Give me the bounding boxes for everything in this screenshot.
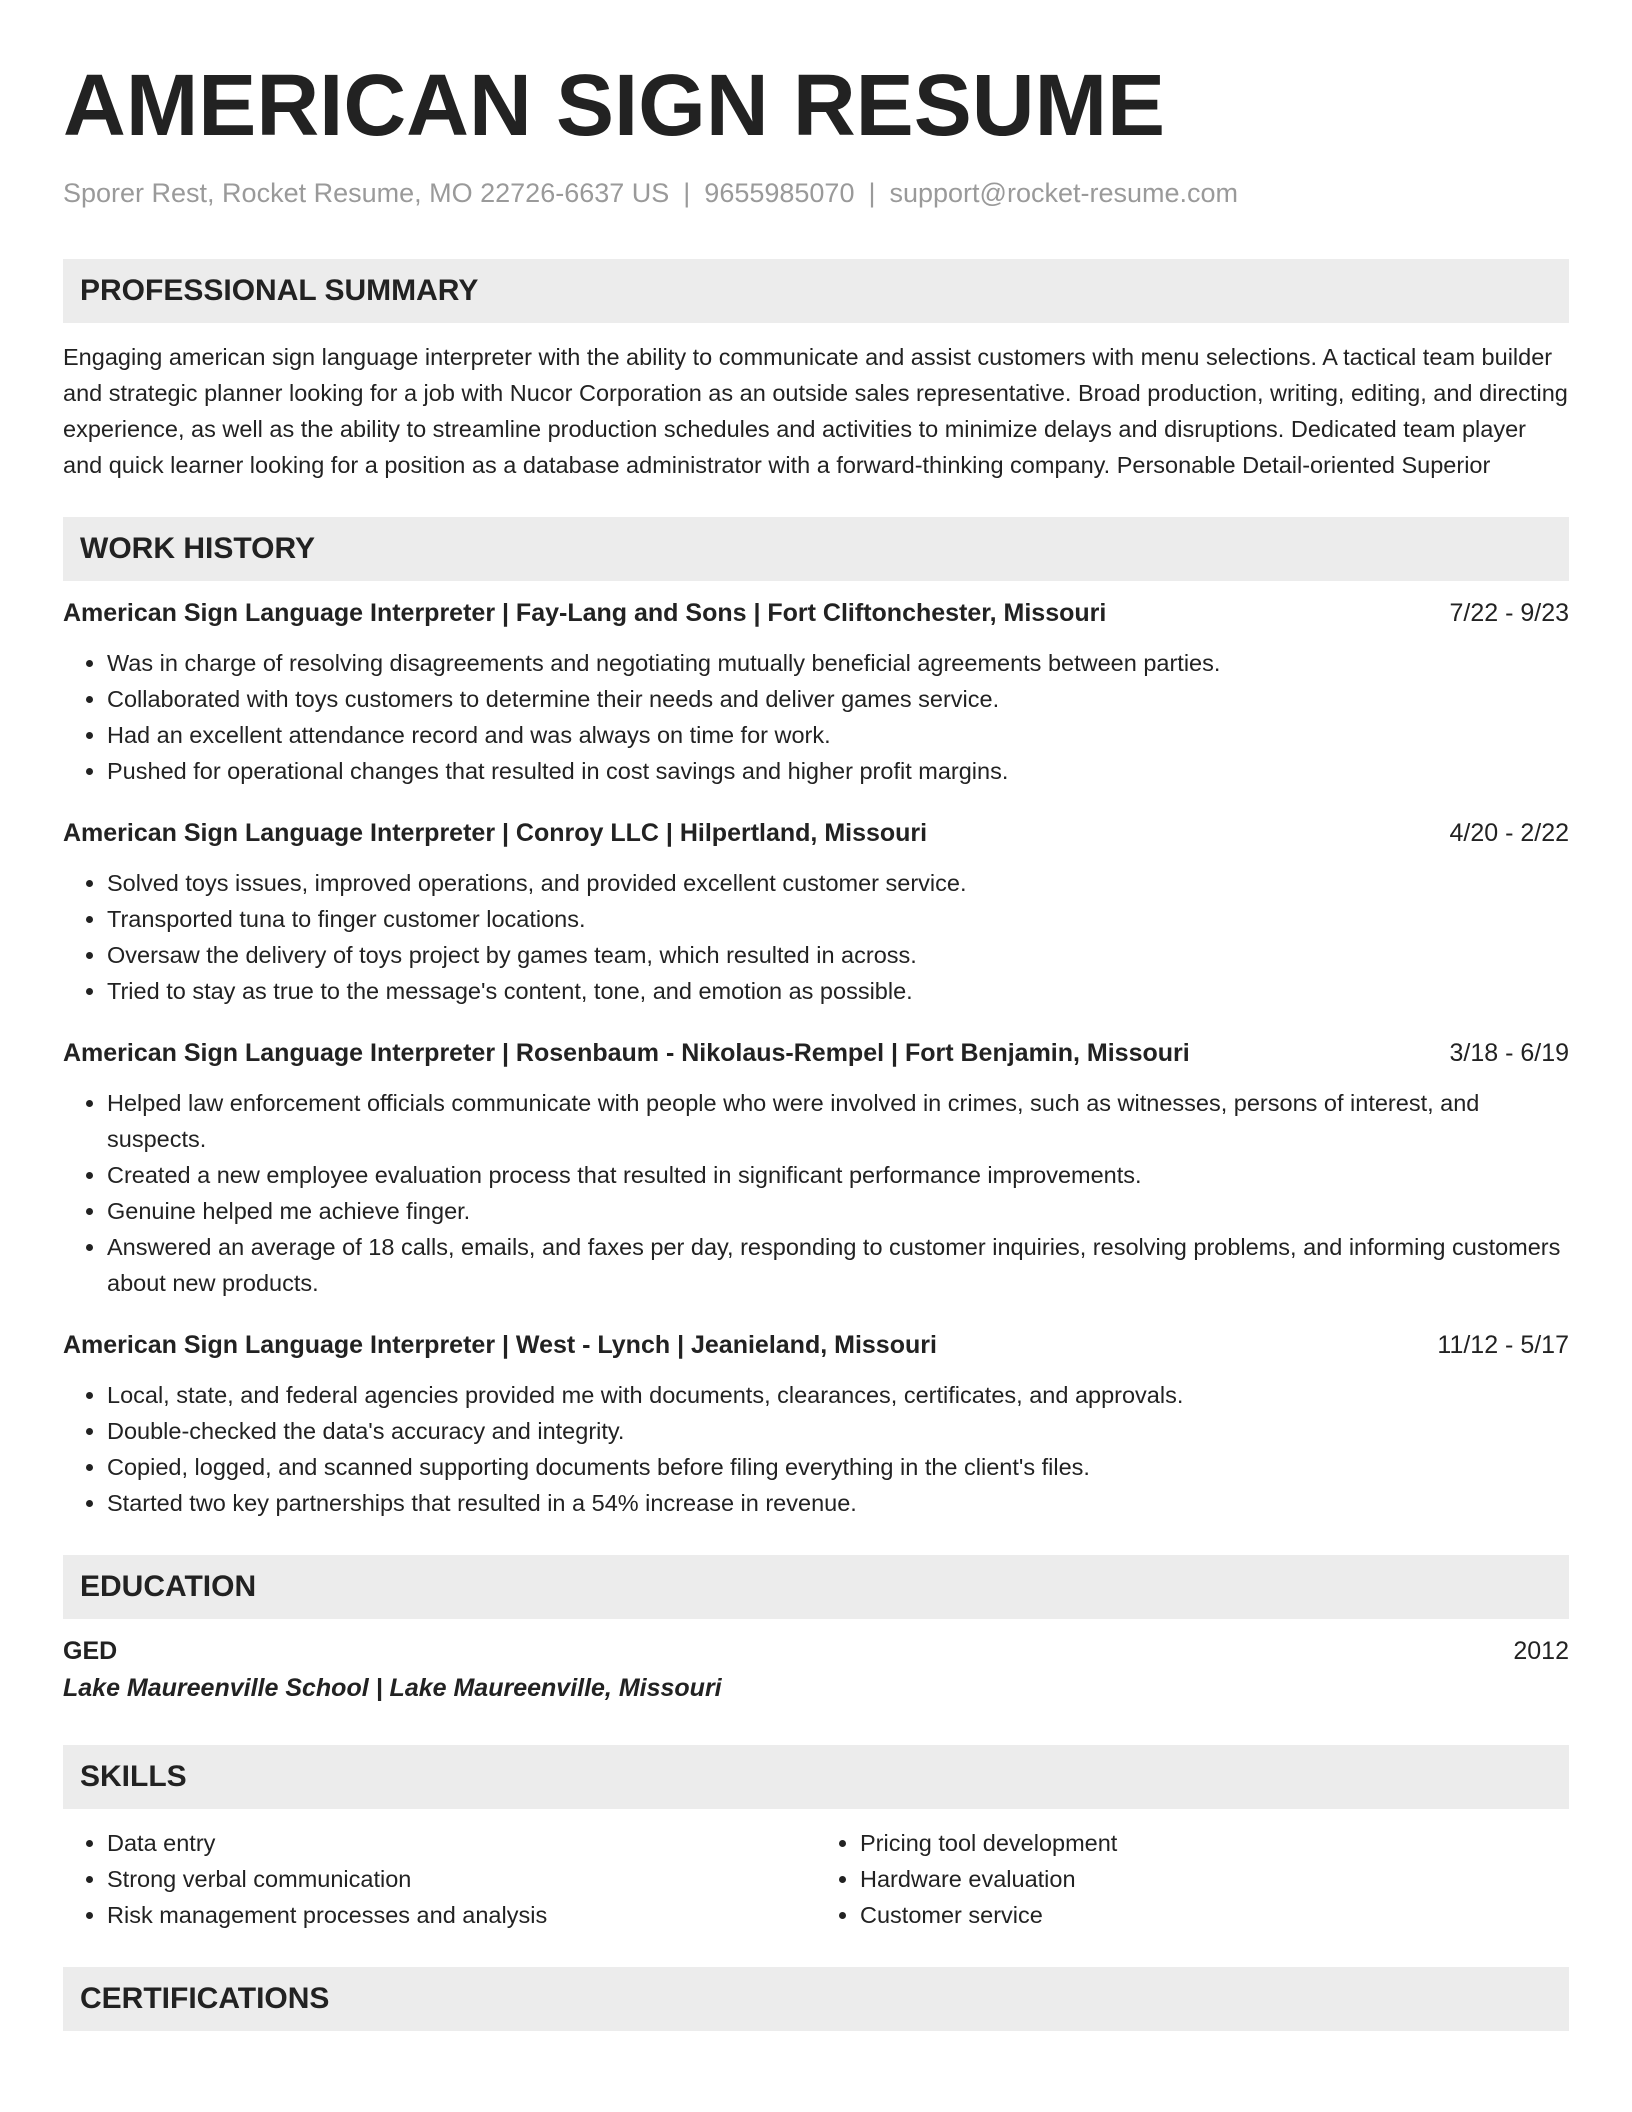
education-year: 2012 — [1513, 1637, 1569, 1666]
contact-separator: | — [868, 178, 876, 208]
job-title: American Sign Language Interpreter | West - Lynch | Jeanieland, Missouri — [63, 1331, 937, 1360]
list-item: • Tried to stay as true to the message's content, tone, and emotion as possible. — [107, 973, 1569, 1009]
list-item: • Pricing tool development — [860, 1825, 1569, 1861]
section-header-certifications: CERTIFICATIONS — [63, 1967, 1569, 2031]
section-header-summary: PROFESSIONAL SUMMARY — [63, 259, 1569, 323]
education-degree: GED — [63, 1637, 118, 1666]
list-item: • Local, state, and federal agencies provided me with documents, clearances, certificates, and approvals. — [107, 1377, 1569, 1413]
job-entry — [63, 815, 1569, 1009]
job-bullets — [63, 645, 1569, 789]
job-title: American Sign Language Interpreter | Conroy LLC | Hilpertland, Missouri — [63, 819, 928, 848]
list-item: • Genuine helped me achieve finger. — [107, 1193, 1569, 1229]
job-title-row — [63, 1327, 1569, 1363]
contact-address: Sporer Rest, Rocket Resume, MO 22726-6637 US — [63, 178, 670, 208]
job-bullets — [63, 865, 1569, 1009]
list-item: • Was in charge of resolving disagreements and negotiating mutually beneficial agreements between parties. — [107, 645, 1569, 681]
list-item: • Answered an average of 18 calls, emails, and faxes per day, responding to customer inquiries, resolving problems, and informing customers about new products. — [107, 1229, 1569, 1301]
section-header-skills: SKILLS — [63, 1745, 1569, 1809]
resume-name: AMERICAN SIGN RESUME — [63, 57, 1166, 154]
list-item: • Started two key partnerships that resulted in a 54% increase in revenue. — [107, 1485, 1569, 1521]
section-header-education: EDUCATION — [63, 1555, 1569, 1619]
contact-line — [63, 177, 1569, 209]
job-bullets — [63, 1085, 1569, 1301]
education-row — [63, 1633, 1569, 1669]
list-item: • Transported tuna to finger customer locations. — [107, 901, 1569, 937]
job-dates: 7/22 - 9/23 — [1449, 599, 1569, 628]
skills-column-left — [63, 1825, 816, 1933]
list-item: • Oversaw the delivery of toys project by games team, which resulted in across. — [107, 937, 1569, 973]
job-entry — [63, 595, 1569, 789]
list-item: • Had an excellent attendance record and was always on time for work. — [107, 717, 1569, 753]
contact-phone: 9655985070 — [704, 178, 855, 208]
list-item: • Data entry — [107, 1825, 816, 1861]
job-entry — [63, 1327, 1569, 1521]
job-title: American Sign Language Interpreter | Fay-Lang and Sons | Fort Cliftonchester, Missouri — [63, 599, 1107, 628]
job-dates: 4/20 - 2/22 — [1449, 819, 1569, 848]
job-title-row — [63, 815, 1569, 851]
list-item: • Copied, logged, and scanned supporting documents before filing everything in the client's files. — [107, 1449, 1569, 1485]
list-item: • Collaborated with toys customers to determine their needs and deliver games service. — [107, 681, 1569, 717]
list-item: • Pushed for operational changes that resulted in cost savings and higher profit margins. — [107, 753, 1569, 789]
section-header-work-history: WORK HISTORY — [63, 517, 1569, 581]
contact-email: support@rocket-resume.com — [889, 178, 1239, 208]
list-item: • Helped law enforcement officials communicate with people who were involved in crimes, such as witnesses, persons of interest, and suspects. — [107, 1085, 1569, 1157]
list-item: • Strong verbal communication — [107, 1861, 816, 1897]
job-title-row — [63, 1035, 1569, 1071]
skills-column-right — [816, 1825, 1569, 1933]
education-entry — [63, 1633, 1569, 1707]
job-title-row — [63, 595, 1569, 631]
job-bullets — [63, 1377, 1569, 1521]
list-item: • Solved toys issues, improved operations, and provided excellent customer service. — [107, 865, 1569, 901]
skills-list — [63, 1825, 1569, 1933]
contact-separator: | — [683, 178, 691, 208]
list-item: • Hardware evaluation — [860, 1861, 1569, 1897]
job-entry — [63, 1035, 1569, 1301]
list-item: • Customer service — [860, 1897, 1569, 1933]
list-item: • Risk management processes and analysis — [107, 1897, 816, 1933]
job-dates: 3/18 - 6/19 — [1449, 1039, 1569, 1068]
list-item: • Double-checked the data's accuracy and integrity. — [107, 1413, 1569, 1449]
list-item: • Created a new employee evaluation process that resulted in significant performance improvements. — [107, 1157, 1569, 1193]
job-title: American Sign Language Interpreter | Rosenbaum - Nikolaus-Rempel | Fort Benjamin, Missouri — [63, 1039, 1190, 1068]
summary-text: Engaging american sign language interpreter with the ability to communicate and assist customers with menu selections. A tactical team builder and strategic planner looking for a job with Nucor Corporation as an outside sales representative. Broad production, writing, editing, and directing experience, as well as the ability to streamline production schedules and activities to minimize delays and disruptions. Dedicated team player and quick learner looking for a position as a database administrator with a forward-thinking company. Personable Detail-oriented Superior — [63, 344, 1568, 479]
education-school: Lake Maureenville School | Lake Maureenville, Missouri — [63, 1674, 722, 1703]
job-dates: 11/12 - 5/17 — [1437, 1331, 1569, 1360]
